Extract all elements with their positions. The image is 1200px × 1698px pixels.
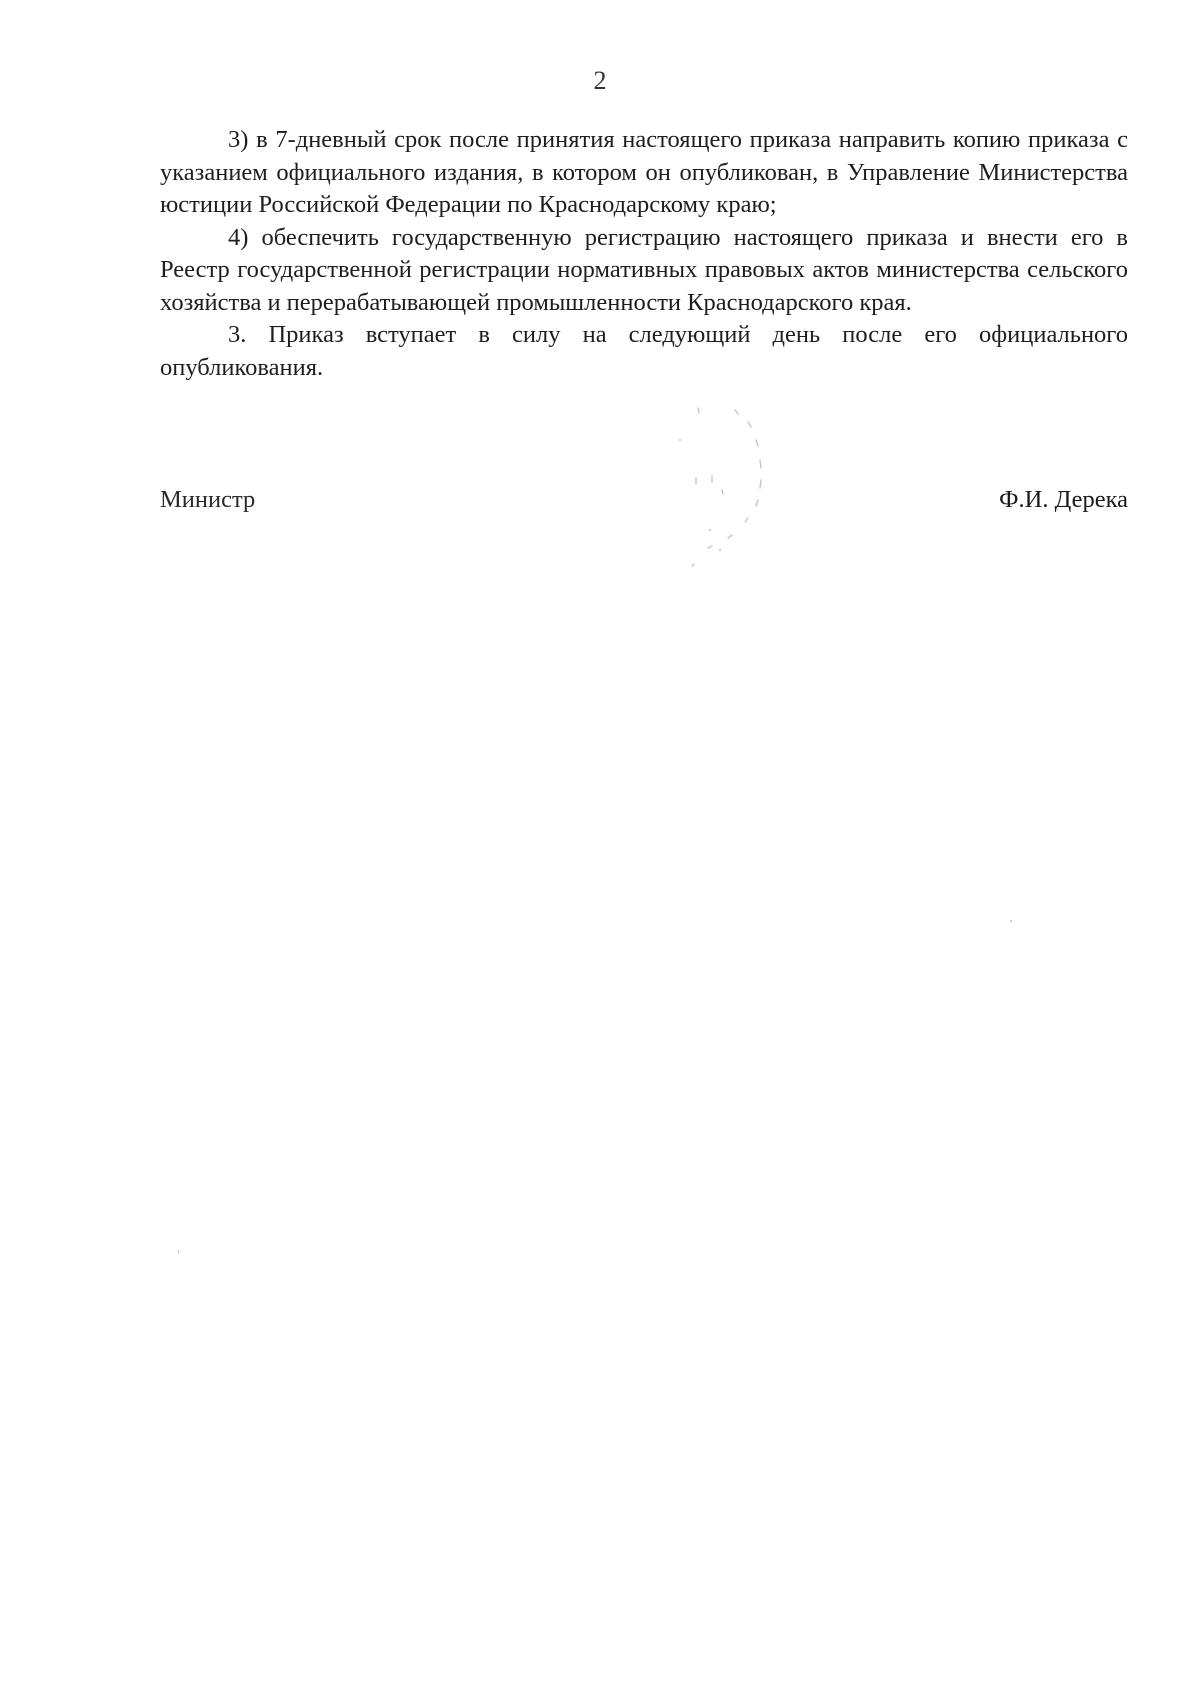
- document-body: [160, 124, 1128, 384]
- signature-block: [160, 484, 1128, 524]
- signatory-name: Ф.И. Дерека: [999, 486, 1128, 513]
- paragraph-section-3: 3. Приказ вступает в силу на следующий день после его официального опубликования.: [160, 321, 1128, 381]
- paragraph-item-3: 3) в 7-дневный срок после принятия настоящего приказа направить копию приказа с указанием официального издания, в котором он опубликован, в Управление Министерства юстиции Российской Федерации по Краснодарскому краю;: [160, 126, 1128, 218]
- scan-speck: [1010, 920, 1012, 922]
- scan-speck: [178, 1250, 179, 1253]
- paragraph-item-4: 4) обеспечить государственную регистрацию настоящего приказа и внести его в Реестр государственной регистрации нормативных правовых актов министерства сельского хозяйства и перерабатывающей промышленности Краснодарского края.: [160, 223, 1128, 316]
- page-number: 2: [593, 66, 607, 95]
- signatory-title: Министр: [160, 486, 256, 513]
